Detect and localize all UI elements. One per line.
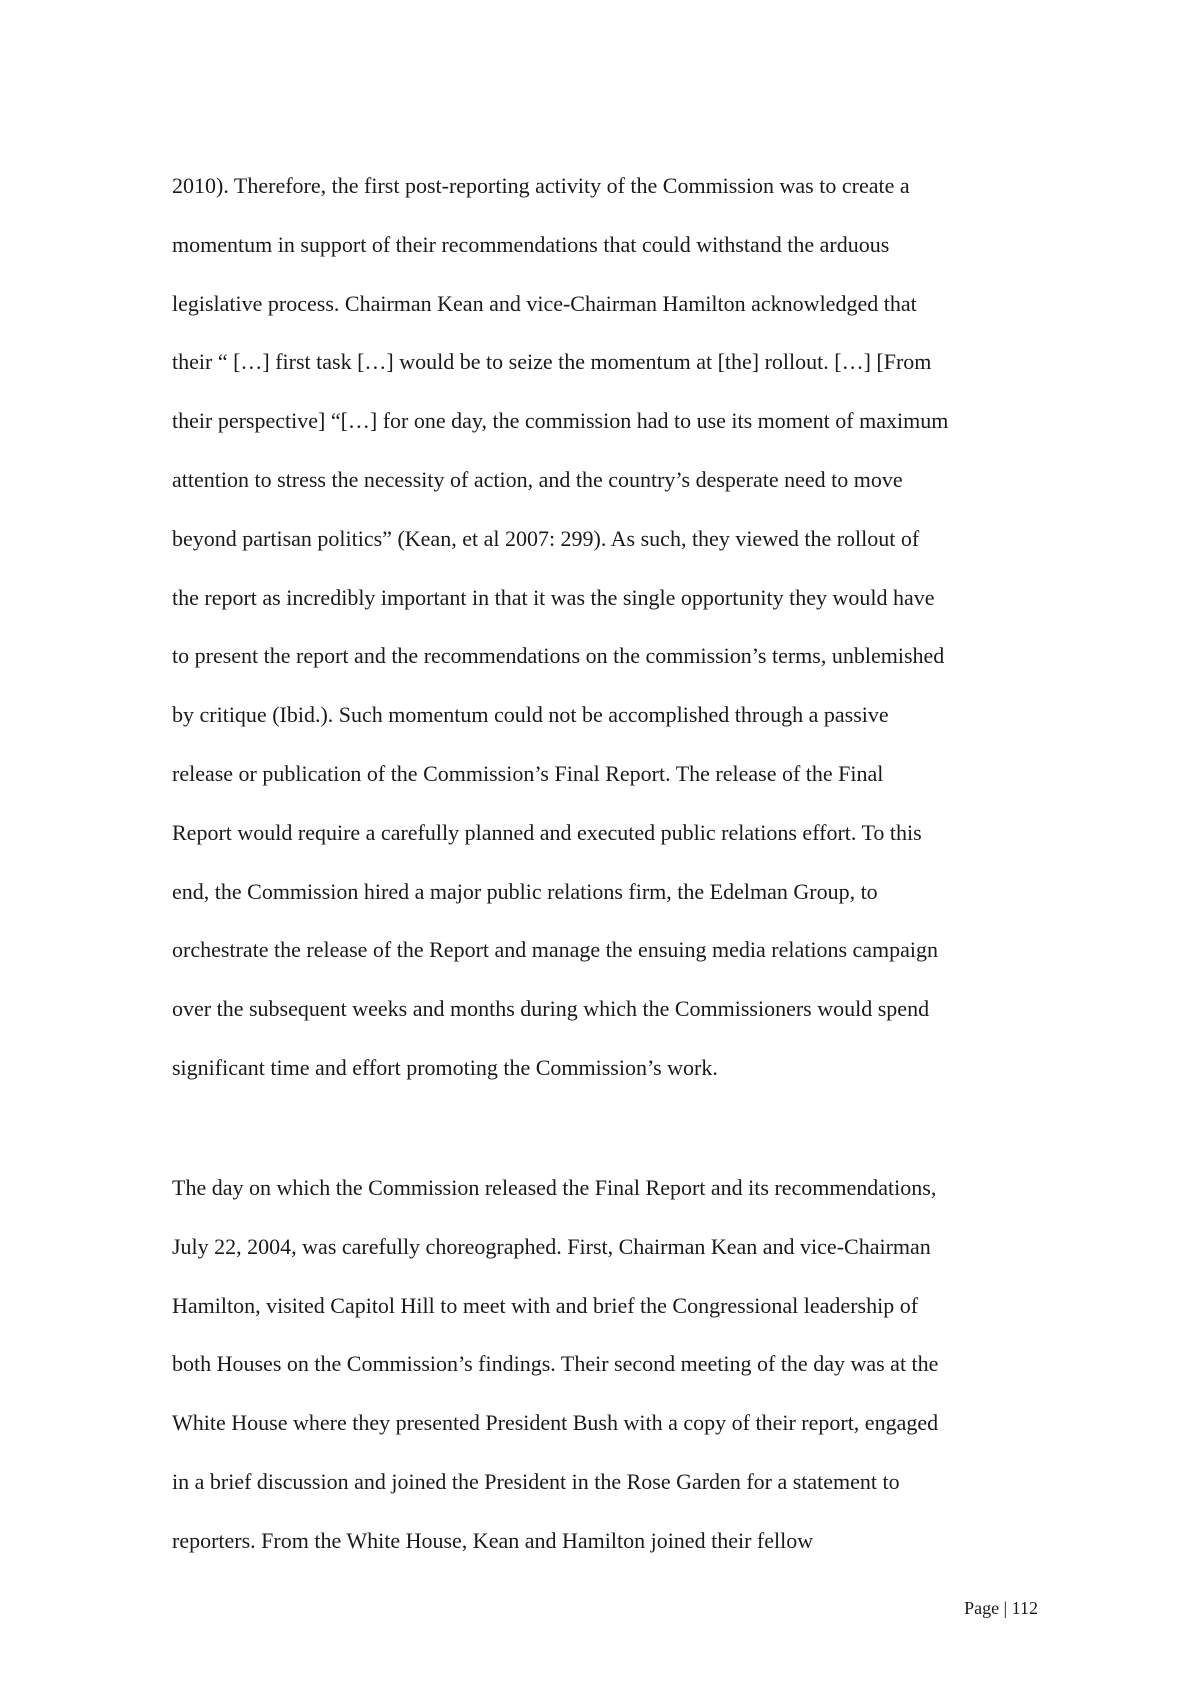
text-line: attention to stress the necessity of action, and the country’s desperate need to move [172,466,903,492]
text-line: end, the Commission hired a major public relations firm, the Edelman Group, to [172,878,878,904]
text-line: their perspective] “[…] for one day, the commission had to use its moment of maximum [172,408,949,434]
text-line: their “ […] first task […] would be to seize the momentum at [the] rollout. […] [From [172,349,932,375]
paragraph-2 [172,1159,1032,1571]
text-line: 2010). Therefore, the first post-reporting activity of the Commission was to create a [172,173,910,198]
text-line: momentum in support of their recommendations that could withstand the arduous [172,231,890,257]
page-number: Page | 112 [964,1598,1038,1618]
text-line: both Houses on the Commission’s findings. Their second meeting of the day was at the [172,1351,939,1377]
paragraph-1 [172,157,1032,1098]
text-line: The day on which the Commission released the Final Report and its recommendations, [172,1175,937,1200]
text-line: reporters. From the White House, Kean and Hamilton joined their fellow [172,1527,814,1553]
text-line: orchestrate the release of the Report and manage the ensuing media relations campaign [172,937,939,963]
text-line: Report would require a carefully planned and executed public relations effort. To this [172,819,922,845]
text-line: in a brief discussion and joined the President in the Rose Garden for a statement to [172,1468,900,1494]
text-line: July 22, 2004, was carefully choreographed. First, Chairman Kean and vice-Chairman [172,1233,931,1259]
text-line: significant time and effort promoting the Commission’s work. [172,1054,718,1080]
text-line: to present the report and the recommendations on the commission’s terms, unblemished [172,643,945,669]
text-line: Hamilton, visited Capitol Hill to meet with and brief the Congressional leadership of [172,1292,919,1318]
text-line: over the subsequent weeks and months during which the Commissioners would spend [172,996,930,1022]
text-line: the report as incredibly important in that it was the single opportunity they would have [172,584,935,610]
text-line: beyond partisan politics” (Kean, et al 2007: 299). As such, they viewed the rollout of [172,525,920,551]
text-line: legislative process. Chairman Kean and vice-Chairman Hamilton acknowledged that [172,290,917,316]
text-line: by critique (Ibid.). Such momentum could not be accomplished through a passive [172,702,889,728]
text-line: White House where they presented President Bush with a copy of their report, engaged [172,1410,939,1436]
text-line: release or publication of the Commission’s Final Report. The release of the Final [172,760,884,786]
